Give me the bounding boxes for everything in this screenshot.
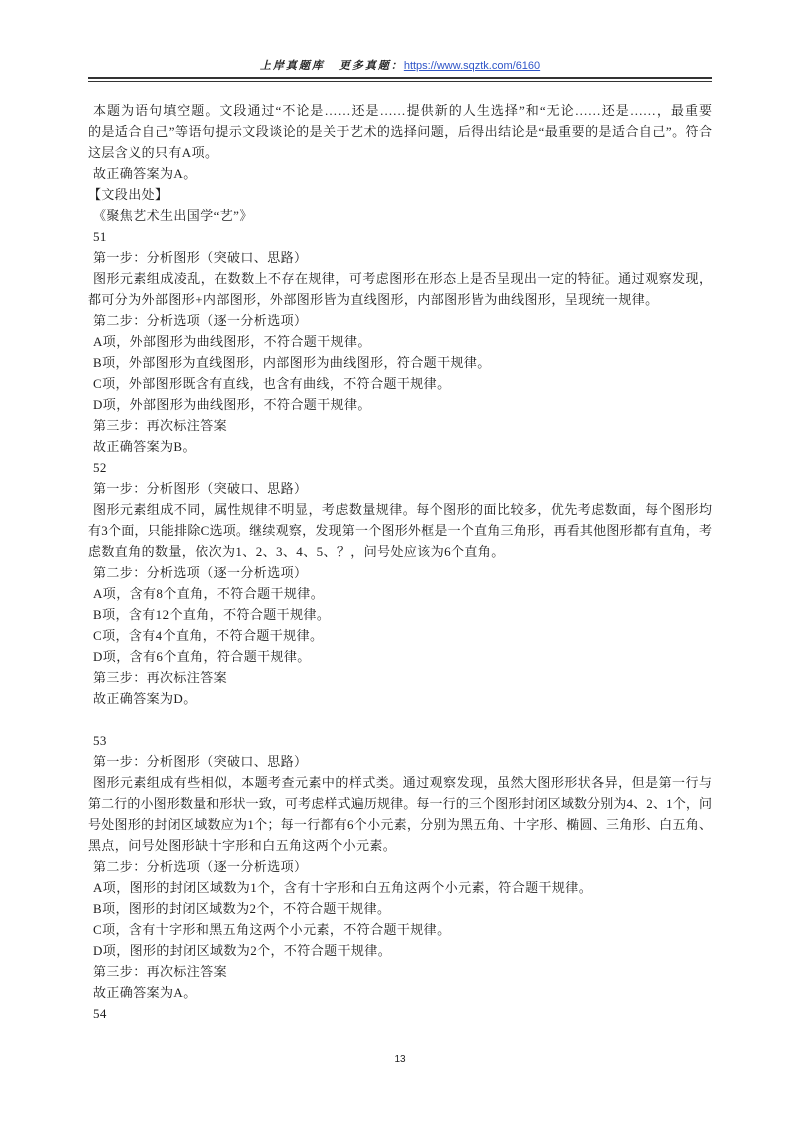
analysis-line: 有3个面，只能排除C选项。继续观察，发现第一个图形外框是一个直角三角形，再看其他图形都有直角，考 <box>88 523 712 538</box>
analysis-line: 图形元素组成凌乱，在数数上不存在规律，可考虑图形在形态上是否呈现出一定的特征。通过观察发现， <box>93 271 712 286</box>
paragraph-line: 本题为语句填空题。文段通过“不论是……还是……提供新的人生选择”和“无论……还是……，最重要 <box>93 103 712 118</box>
step-heading: 第一步：分析图形（突破口、思路） <box>93 481 308 496</box>
question-number: 52 <box>93 460 107 475</box>
option-line: A项，外部图形为曲线图形，不符合题干规律。 <box>93 334 371 349</box>
step-heading: 第一步：分析图形（突破口、思路） <box>93 250 308 265</box>
analysis-line: 第二行的小图形数量和形状一致，可考虑样式遍历规律。每一行的三个图形封闭区域数分别为4、2、1个，问 <box>88 796 712 811</box>
option-line: C项，外部图形既含有直线，也含有曲线，不符合题干规律。 <box>93 376 451 391</box>
step-heading: 第二步：分析选项（逐一分析选项） <box>93 859 308 874</box>
analysis-line: 黑点，问号处图形缺十字形和白五角这两个小元素。 <box>88 838 397 853</box>
step-heading: 第二步：分析选项（逐一分析选项） <box>93 565 308 580</box>
analysis-line: 虑数直角的数量，依次为1、2、3、4、5、？，问号处应该为6个直角。 <box>88 544 505 559</box>
header-rule-thin <box>88 81 712 82</box>
step-heading: 第二步：分析选项（逐一分析选项） <box>93 313 308 328</box>
analysis-line: 图形元素组成不同，属性规律不明显，考虑数量规律。每个图形的面比较多，优先考虑数面，每个图形均 <box>93 502 712 517</box>
option-line: C项，含有十字形和黑五角这两个小元素，不符合题干规律。 <box>93 922 451 937</box>
header-rule-thick <box>88 77 712 79</box>
answer-line: 故正确答案为D。 <box>93 691 197 706</box>
more-questions-label: 更多真题： <box>338 60 404 72</box>
page-number: 13 <box>394 1054 406 1065</box>
answer-line: 故正确答案为A。 <box>93 166 197 181</box>
option-line: D项，含有6个直角，符合题干规律。 <box>93 649 311 664</box>
blank-line <box>88 709 712 730</box>
source-label: 【文段出处】 <box>88 187 169 202</box>
option-line: C项，含有4个直角，不符合题干规律。 <box>93 628 324 643</box>
step-heading: 第三步：再次标注答案 <box>93 670 228 685</box>
analysis-line: 都可分为外部图形+内部图形，外部图形皆为直线图形，内部图形皆为曲线图形，呈现统一规律。 <box>88 292 659 307</box>
option-line: D项，外部图形为曲线图形，不符合题干规律。 <box>93 397 371 412</box>
option-line: A项，图形的封闭区域数为1个，含有十字形和白五角这两个小元素，符合题干规律。 <box>93 880 593 895</box>
analysis-line: 图形元素组成有些相似，本题考查元素中的样式类。通过观察发现，虽然大图形形状各异，但是第一行与 <box>93 775 712 790</box>
more-questions-link[interactable]: https://www.sqztk.com/6160 <box>403 60 541 72</box>
question-number: 54 <box>93 1006 107 1021</box>
option-line: D项，图形的封闭区域数为2个，不符合题干规律。 <box>93 943 392 958</box>
option-line: B项，外部图形为直线图形，内部图形为曲线图形，符合题干规律。 <box>93 355 491 370</box>
step-heading: 第三步：再次标注答案 <box>93 418 228 433</box>
question-number: 51 <box>93 229 107 244</box>
question-number: 53 <box>93 733 107 748</box>
option-line: A项，含有8个直角，不符合题干规律。 <box>93 586 325 601</box>
brand-name: 上岸真题库 <box>259 60 325 72</box>
page-header <box>0 58 800 74</box>
option-line: B项，含有12个直角，不符合题干规律。 <box>93 607 331 622</box>
step-heading: 第一步：分析图形（突破口、思路） <box>93 754 308 769</box>
step-heading: 第三步：再次标注答案 <box>93 964 228 979</box>
source-title: 《聚焦艺术生出国学“艺”》 <box>93 208 253 223</box>
answer-line: 故正确答案为B。 <box>93 439 196 454</box>
option-line: B项，图形的封闭区域数为2个，不符合题干规律。 <box>93 901 391 916</box>
answer-line: 故正确答案为A。 <box>93 985 197 1000</box>
paragraph-line: 这层含义的只有A项。 <box>88 145 219 160</box>
document-body <box>88 100 712 1024</box>
analysis-line: 号处图形的封闭区域数应为1个；每一行都有6个小元素，分别为黑五角、十字形、椭圆、三角形、白五角、 <box>88 817 712 832</box>
paragraph-line: 的是适合自己”等语句提示文段谈论的是关于艺术的选择问题，后得出结论是“最重要的是适合自己”。符合 <box>88 124 712 139</box>
